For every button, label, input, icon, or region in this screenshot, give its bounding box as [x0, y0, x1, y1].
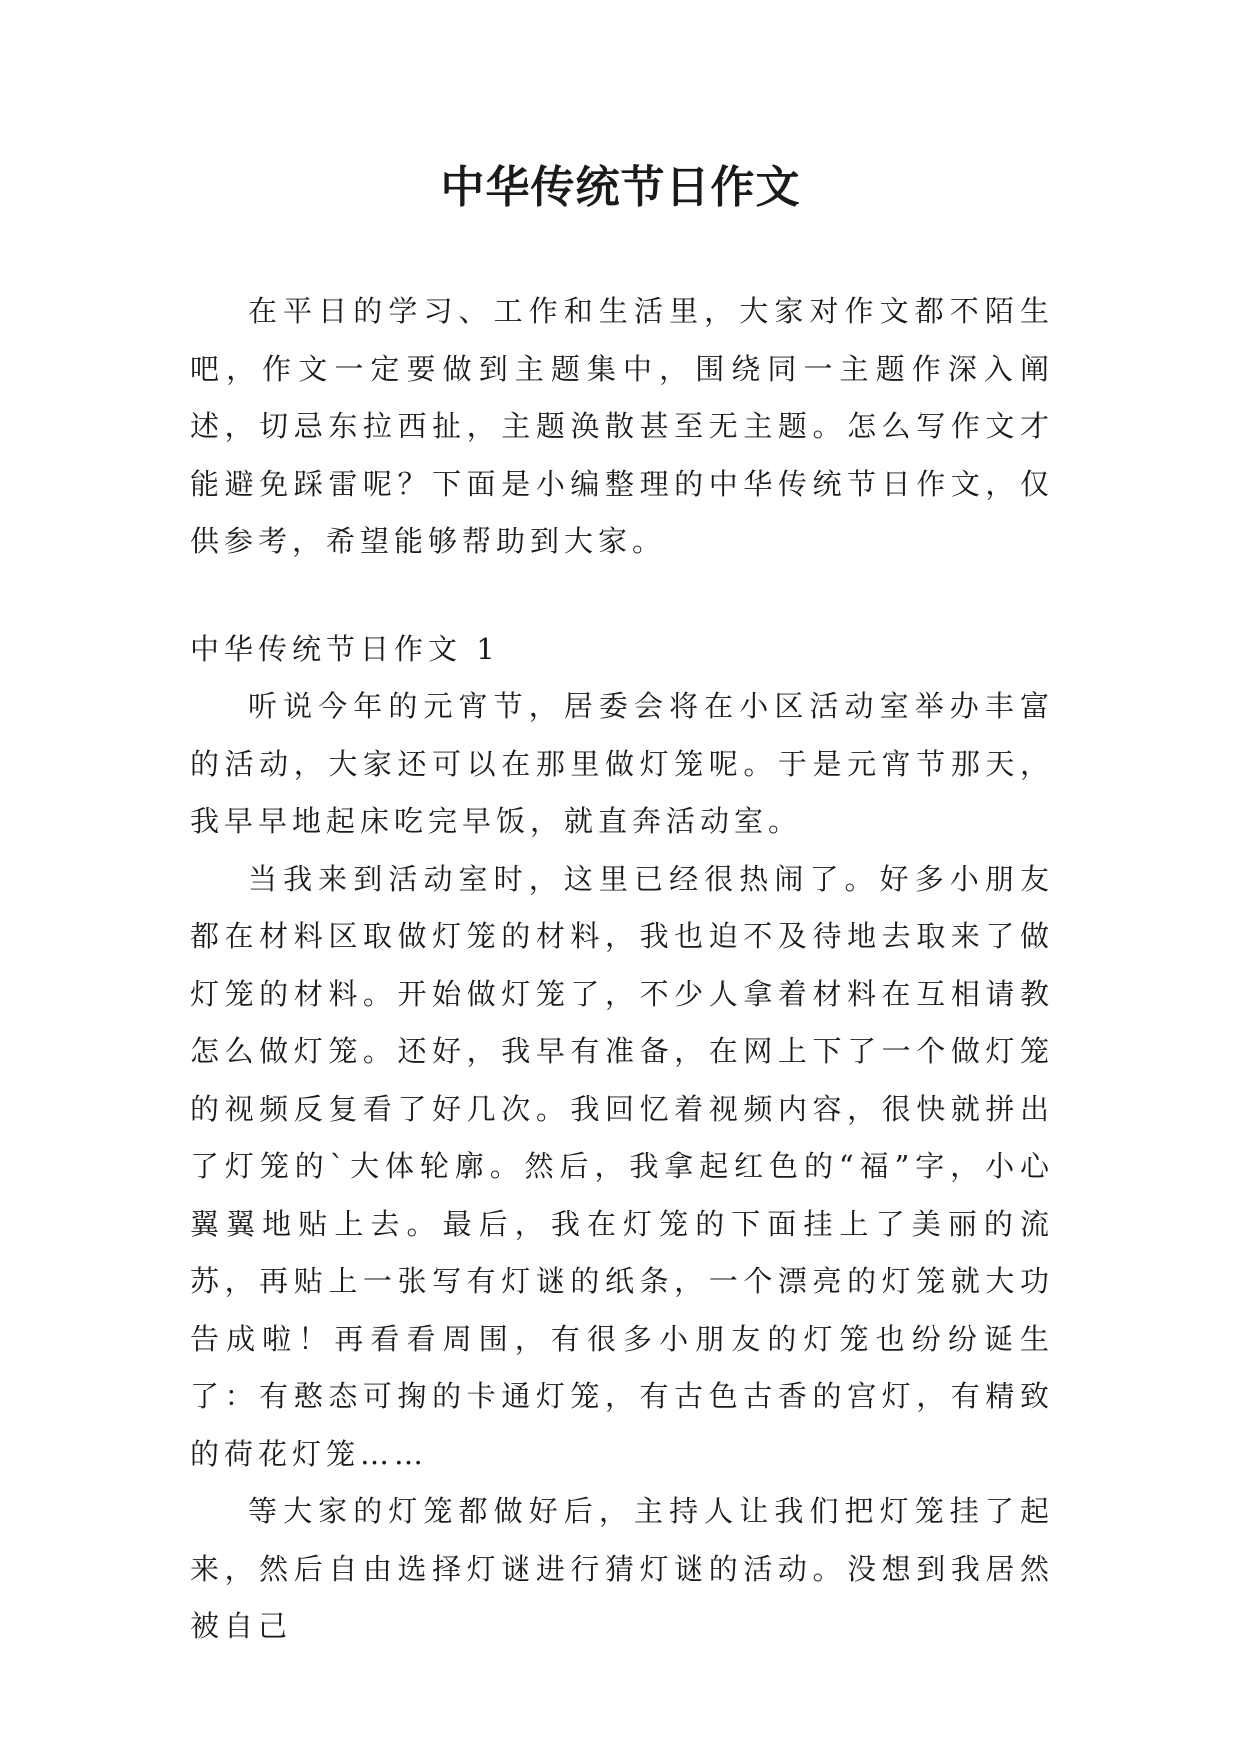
section-heading: 中华传统节日作文 1	[190, 631, 500, 666]
body-paragraph: 听说今年的元宵节，居委会将在小区活动室举办丰富的活动，大家还可以在那里做灯笼呢。于是元宵节那天，我早早地起床吃完早饭，就直奔活动室。	[190, 689, 1054, 838]
body-paragraph: 等大家的灯笼都做好后，主持人让我们把灯笼挂了起来，然后自由选择灯谜进行猜灯谜的活动。没想到我居然被自己	[190, 1494, 1054, 1643]
document-title: 中华传统节日作文	[440, 162, 801, 213]
document-body	[190, 283, 1054, 1656]
intro-paragraph: 在平日的学习、工作和生活里，大家对作文都不陌生吧，作文一定要做到主题集中，围绕同一主题作深入阐述，切忌东拉西扯，主题涣散甚至无主题。怎么写作文才能避免踩雷呢？下面是小编整理的中华传统节日作文，仅供参考，希望能够帮助到大家。	[190, 294, 1054, 558]
section-gap	[190, 571, 1054, 621]
body-paragraph: 当我来到活动室时，这里已经很热闹了。好多小朋友都在材料区取做灯笼的材料，我也迫不及待地去取来了做灯笼的材料。开始做灯笼了，不少人拿着材料在互相请教怎么做灯笼。还好，我早有准备，在网上下了一个做灯笼的视频反复看了好几次。我回忆着视频内容，很快就拼出了灯笼的`大体轮廓。然后，我拿起红色的“福”字，小心翼翼地贴上去。最后，我在灯笼的下面挂上了美丽的流苏，再贴上一张写有灯谜的纸条，一个漂亮的灯笼就大功告成啦！再看看周围，有很多小朋友的灯笼也纷纷诞生了：有憨态可掬的卡通灯笼，有古色古香的宫灯，有精致的荷花灯笼……	[190, 861, 1054, 1471]
